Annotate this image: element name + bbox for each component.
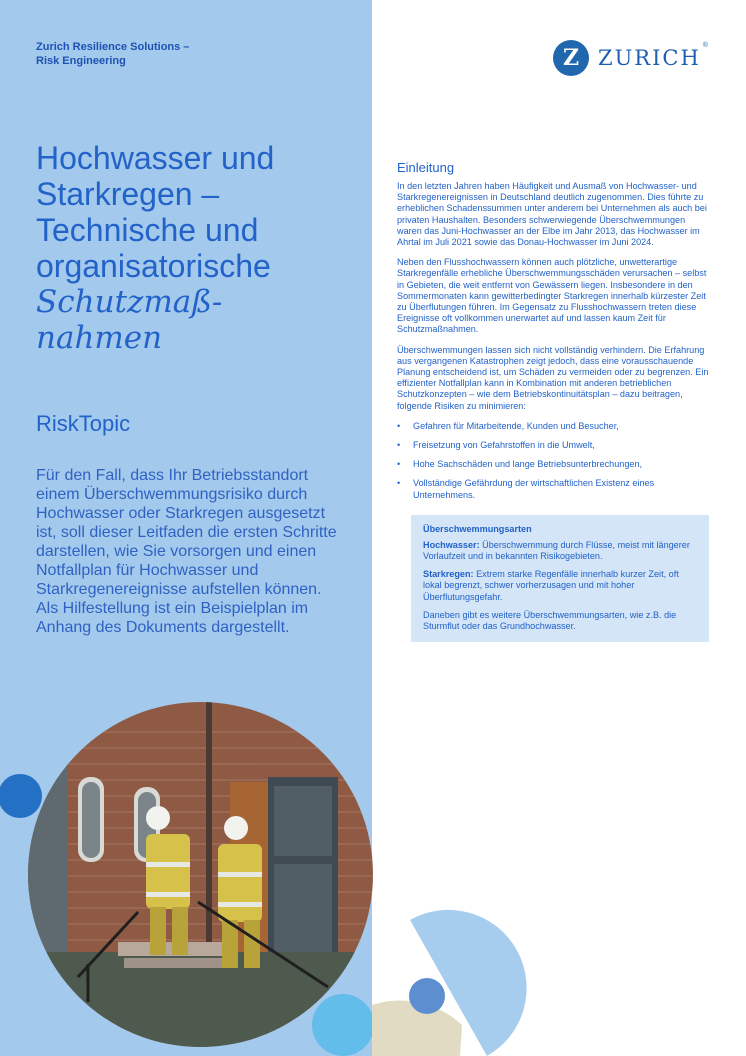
intro-paragraph: Für den Fall, dass Ihr Betriebsstandort einem Überschwemmungsrisiko durch Hochwasser oder Starkregen ausgesetzt ist, soll dieser Leitfaden die ersten Schritte darstellen, wie Sie vorsorgen und einen Notfallplan für Hochwasser und Starkregenereignisse aufstellen können. Als Hilfestellung ist ein Beispielplan im Anhang des Dokuments dargestellt. <box>36 467 337 636</box>
title-line-serif: Schutzmaß- <box>36 284 223 320</box>
document-type-label: RiskTopic <box>36 411 131 436</box>
flood-photo-illustration <box>28 702 373 1047</box>
infobox-item <box>423 569 697 603</box>
page-title <box>36 140 356 356</box>
logo-wordmark: ZURICH <box>598 46 701 70</box>
infobox-item <box>423 540 697 562</box>
risk-list <box>397 421 709 501</box>
title-line: Starkregen – <box>36 176 220 212</box>
infobox-definition: Überschwemmung durch Flüsse, meist mit längerer Vorlaufzeit und in bekannten Risikogebieten. <box>423 539 690 562</box>
title-line-serif: nahmen <box>36 320 163 356</box>
introduction-section <box>397 160 709 642</box>
body-paragraph: Überschwemmungen lassen sich nicht vollständig verhindern. Die Erfahrung aus vergangenen Katastrophen zeigt jedoch, dass eine vorausschauende Planung entscheidend ist, um Schäden zu vermeiden oder zu begrenzen. Ein effizienter Notfallplan kann in Kombination mit anderen betrieblichen Schutzkonzepten – wie dem Betriebskontinuitätsplan – dazu beitragen, folgende Risiken zu minimieren: <box>397 344 709 411</box>
infobox-term: Hochwasser: <box>423 539 480 550</box>
body-paragraph: Neben den Flusshochwassern können auch plötzliche, unwetterartige Starkregenfälle erhebliche Überschwemmungsschäden verursachen – selbst in Gebieten, die weit entfernt von Gewässern liegen. Insbesondere in den Sommermonaten kann gewitterbedingter Starkregen innerhalb kürzester Zeit zu Überflutungen führen. Im Gegensatz zu Flusshochwassern treten diese Ereignisse oft vollkommen unerwartet auf und lassen kaum Zeit für Schutzmaßnahmen. <box>397 257 707 335</box>
list-item: • Vollständige Gefährdung der wirtschaftlichen Existenz eines Unternehmens. <box>397 478 709 500</box>
decorative-shapes <box>372 905 532 1056</box>
list-item: • Gefahren für Mitarbeitende, Kunden und Besucher, <box>397 421 709 432</box>
title-line: Technische und <box>36 212 259 248</box>
infobox-definition: Extrem starke Regenfälle innerhalb kurzer Zeit, oft lokal begrenzt, schwer vorherzusagen und mit hoher Überflutungsgefahr. <box>423 569 679 602</box>
decorative-circle-dark-blue <box>0 774 42 818</box>
decorative-circle-cyan <box>312 994 374 1056</box>
section-heading: Einleitung <box>397 160 455 175</box>
title-line: Hochwasser und <box>36 140 275 176</box>
registered-mark: ® <box>702 42 708 49</box>
infobox-term: Starkregen: <box>423 569 474 580</box>
flood-photo <box>28 702 373 1047</box>
body-paragraph: In den letzten Jahren haben Häufigkeit und Ausmaß von Hochwasser- und Starkregenereignissen in Deutschland deutlich zugenommen. Dies führte zu erheblichen Schadenssummen unter anderem bei Unternehmen als auch bei privaten Haushalten. Besonders schwerwiegende Überschwemmungen waren das Juni-Hochwasser an der Elbe im Jahr 2013, das Hochwasser im Ahrtal im Juli 2021 sowie das Donau-Hochwasser im Juni 2024. <box>397 181 707 248</box>
title-line: organisatorische <box>36 248 271 284</box>
infobox-title: Überschwemmungsarten <box>423 523 532 534</box>
org-name-line1: Zurich Resilience Solutions – <box>36 41 190 53</box>
list-item: • Freisetzung von Gefahrstoffen in die Umwelt, <box>397 440 709 451</box>
org-name-line2: Risk Engineering <box>36 55 126 67</box>
list-item: • Hohe Sachschäden und lange Betriebsunterbrechungen, <box>397 459 709 470</box>
zurich-z-logo-icon: Z <box>553 40 589 76</box>
zurich-logo <box>553 40 708 76</box>
infobox-footer: Daneben gibt es weitere Überschwemmungsarten, wie z.B. die Sturmflut oder das Grundhochwasser. <box>423 609 677 632</box>
flood-types-infobox <box>411 515 709 642</box>
